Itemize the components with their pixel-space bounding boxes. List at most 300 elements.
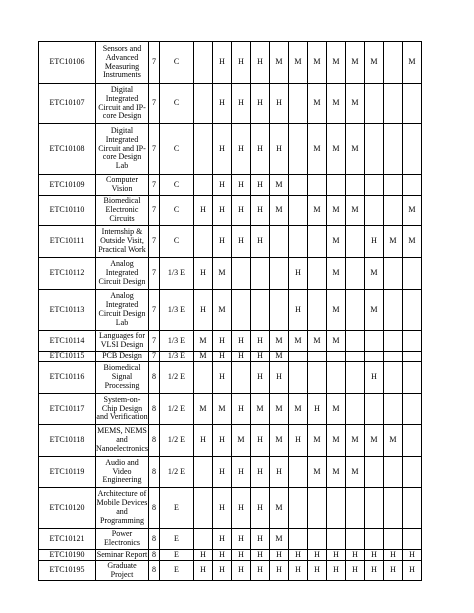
table-row (39, 84, 422, 124)
course-code-cell: ETC10114 (39, 331, 96, 352)
mapping-level-cell (345, 258, 364, 290)
semester-cell: 8 (148, 529, 159, 550)
mapping-level-cell (345, 290, 364, 331)
mapping-level-cell: M (402, 42, 421, 84)
mapping-level-cell (364, 352, 383, 362)
mapping-level-cell (345, 488, 364, 529)
mapping-level-cell: H (364, 561, 383, 581)
mapping-level-cell (288, 84, 307, 124)
mapping-level-cell (364, 457, 383, 488)
mapping-level-cell: H (364, 226, 383, 258)
mapping-level-cell: H (250, 226, 269, 258)
mapping-level-cell: M (326, 290, 345, 331)
mapping-level-cell: M (383, 425, 402, 457)
mapping-level-cell: M (269, 352, 288, 362)
mapping-level-cell (231, 362, 250, 394)
course-code-cell: ETC10190 (39, 550, 96, 561)
course-name-cell: Digital Integrated Circuit and IP-core Design Lab (96, 124, 149, 175)
mapping-level-cell (193, 362, 212, 394)
mapping-level-cell: M (307, 457, 326, 488)
mapping-level-cell (383, 394, 402, 425)
mapping-level-cell: H (231, 84, 250, 124)
mapping-level-cell (193, 84, 212, 124)
mapping-level-cell: M (326, 124, 345, 175)
mapping-level-cell: H (250, 196, 269, 226)
mapping-level-cell (307, 175, 326, 196)
semester-cell: 8 (148, 425, 159, 457)
mapping-level-cell (402, 84, 421, 124)
mapping-level-cell: H (307, 561, 326, 581)
course-outcome-matrix (38, 41, 422, 581)
mapping-level-cell (326, 175, 345, 196)
mapping-level-cell (345, 226, 364, 258)
mapping-level-cell: M (269, 394, 288, 425)
course-name-cell: Biomedical Signal Processing (96, 362, 149, 394)
table-row (39, 529, 422, 550)
mapping-level-cell (193, 529, 212, 550)
mapping-level-cell: H (231, 550, 250, 561)
mapping-level-cell: H (212, 550, 231, 561)
table-row (39, 290, 422, 331)
course-code-cell: ETC10195 (39, 561, 96, 581)
semester-cell: 8 (148, 550, 159, 561)
mapping-level-cell (383, 457, 402, 488)
mapping-level-cell: H (269, 561, 288, 581)
mapping-level-cell (402, 258, 421, 290)
mapping-level-cell: M (269, 175, 288, 196)
semester-cell: 8 (148, 394, 159, 425)
mapping-level-cell: M (383, 226, 402, 258)
table-row (39, 124, 422, 175)
mapping-level-cell: M (193, 352, 212, 362)
mapping-level-cell: H (231, 529, 250, 550)
mapping-level-cell: H (288, 258, 307, 290)
mapping-level-cell (193, 488, 212, 529)
course-code-cell: ETC10110 (39, 196, 96, 226)
mapping-level-cell: H (250, 175, 269, 196)
mapping-level-cell: M (326, 258, 345, 290)
mapping-level-cell: H (288, 550, 307, 561)
course-type-cell: C (159, 226, 193, 258)
mapping-level-cell (193, 42, 212, 84)
mapping-level-cell (250, 258, 269, 290)
mapping-level-cell: M (269, 488, 288, 529)
table-row (39, 457, 422, 488)
course-code-cell: ETC10107 (39, 84, 96, 124)
table-row (39, 352, 422, 362)
course-code-cell: ETC10111 (39, 226, 96, 258)
course-type-cell: 1/3 E (159, 352, 193, 362)
semester-cell: 7 (148, 175, 159, 196)
mapping-level-cell: M (269, 331, 288, 352)
table-row (39, 226, 422, 258)
course-code-cell: ETC10119 (39, 457, 96, 488)
mapping-level-cell: H (212, 175, 231, 196)
mapping-level-cell (307, 290, 326, 331)
mapping-level-cell (288, 352, 307, 362)
course-type-cell: E (159, 561, 193, 581)
mapping-level-cell: H (212, 457, 231, 488)
mapping-level-cell (402, 124, 421, 175)
table-row (39, 331, 422, 352)
mapping-level-cell: H (288, 425, 307, 457)
mapping-level-cell (193, 457, 212, 488)
mapping-level-cell (193, 226, 212, 258)
mapping-level-cell: M (364, 425, 383, 457)
semester-cell: 8 (148, 362, 159, 394)
mapping-level-cell (402, 488, 421, 529)
mapping-level-cell (402, 352, 421, 362)
semester-cell: 7 (148, 84, 159, 124)
mapping-level-cell (364, 331, 383, 352)
mapping-level-cell: H (212, 42, 231, 84)
course-type-cell: C (159, 42, 193, 84)
course-name-cell: System-on-Chip Design and Verification (96, 394, 149, 425)
matrix-body (39, 42, 422, 581)
course-code-cell: ETC10117 (39, 394, 96, 425)
course-type-cell: 1/3 E (159, 258, 193, 290)
mapping-level-cell: H (212, 529, 231, 550)
mapping-level-cell: M (326, 394, 345, 425)
mapping-level-cell (383, 175, 402, 196)
semester-cell: 8 (148, 561, 159, 581)
mapping-level-cell: M (345, 196, 364, 226)
mapping-level-cell: M (212, 394, 231, 425)
mapping-level-cell (307, 258, 326, 290)
mapping-level-cell (383, 352, 402, 362)
course-type-cell: 1/2 E (159, 394, 193, 425)
course-name-cell: Internship & Outside Visit, Practical Work (96, 226, 149, 258)
mapping-level-cell: H (383, 550, 402, 561)
mapping-level-cell: H (364, 550, 383, 561)
mapping-level-cell (193, 175, 212, 196)
mapping-level-cell (345, 362, 364, 394)
mapping-level-cell: M (364, 258, 383, 290)
mapping-level-cell (269, 258, 288, 290)
mapping-level-cell (383, 529, 402, 550)
mapping-level-cell: M (402, 226, 421, 258)
mapping-level-cell (326, 362, 345, 394)
mapping-level-cell (383, 258, 402, 290)
mapping-level-cell (383, 196, 402, 226)
course-name-cell: Power Electronics (96, 529, 149, 550)
mapping-level-cell (402, 362, 421, 394)
mapping-level-cell (307, 488, 326, 529)
mapping-level-cell: H (307, 394, 326, 425)
mapping-level-cell (402, 290, 421, 331)
mapping-level-cell: H (231, 226, 250, 258)
course-name-cell: Computer Vision (96, 175, 149, 196)
mapping-level-cell: H (212, 196, 231, 226)
course-name-cell: Sensors and Advanced Measuring Instruments (96, 42, 149, 84)
mapping-level-cell: H (193, 258, 212, 290)
mapping-level-cell (383, 290, 402, 331)
course-type-cell: C (159, 84, 193, 124)
mapping-level-cell (288, 488, 307, 529)
mapping-level-cell (307, 362, 326, 394)
course-name-cell: Biomedical Electronic Circuits (96, 196, 149, 226)
course-type-cell: 1/3 E (159, 331, 193, 352)
table-row (39, 175, 422, 196)
mapping-level-cell: M (326, 226, 345, 258)
mapping-level-cell: H (250, 488, 269, 529)
mapping-level-cell: H (193, 290, 212, 331)
mapping-level-cell (364, 124, 383, 175)
course-type-cell: C (159, 124, 193, 175)
mapping-level-cell: M (193, 394, 212, 425)
mapping-level-cell (383, 488, 402, 529)
mapping-level-cell: M (307, 331, 326, 352)
mapping-level-cell: M (269, 529, 288, 550)
mapping-level-cell (269, 226, 288, 258)
mapping-level-cell: H (269, 124, 288, 175)
mapping-level-cell (193, 124, 212, 175)
mapping-level-cell: H (250, 561, 269, 581)
mapping-level-cell (402, 331, 421, 352)
course-type-cell: E (159, 529, 193, 550)
mapping-level-cell (364, 488, 383, 529)
semester-cell: 7 (148, 42, 159, 84)
table-row (39, 425, 422, 457)
course-type-cell: E (159, 550, 193, 561)
course-code-cell: ETC10116 (39, 362, 96, 394)
mapping-level-cell (364, 394, 383, 425)
mapping-level-cell (288, 226, 307, 258)
mapping-level-cell: H (250, 331, 269, 352)
course-code-cell: ETC10121 (39, 529, 96, 550)
mapping-level-cell (345, 529, 364, 550)
mapping-level-cell: M (345, 425, 364, 457)
mapping-level-cell: H (250, 529, 269, 550)
mapping-level-cell: H (193, 550, 212, 561)
mapping-level-cell (345, 175, 364, 196)
mapping-level-cell: H (231, 394, 250, 425)
mapping-level-cell: M (345, 42, 364, 84)
course-name-cell: Graduate Project (96, 561, 149, 581)
mapping-level-cell: H (250, 84, 269, 124)
mapping-level-cell: M (326, 84, 345, 124)
mapping-level-cell: H (212, 226, 231, 258)
mapping-level-cell (402, 394, 421, 425)
mapping-level-cell (269, 290, 288, 331)
mapping-level-cell: H (231, 457, 250, 488)
course-code-cell: ETC10109 (39, 175, 96, 196)
mapping-level-cell: M (269, 42, 288, 84)
mapping-level-cell (307, 529, 326, 550)
mapping-level-cell: M (326, 457, 345, 488)
course-name-cell: Digital Integrated Circuit and IP-core Design (96, 84, 149, 124)
mapping-level-cell: H (269, 550, 288, 561)
mapping-level-cell: H (345, 550, 364, 561)
mapping-level-cell (288, 362, 307, 394)
course-code-cell: ETC10118 (39, 425, 96, 457)
mapping-level-cell: H (402, 550, 421, 561)
mapping-level-cell (364, 175, 383, 196)
mapping-level-cell: M (326, 425, 345, 457)
mapping-level-cell: H (345, 561, 364, 581)
course-code-cell: ETC10106 (39, 42, 96, 84)
mapping-level-cell: M (307, 124, 326, 175)
mapping-level-cell (307, 352, 326, 362)
mapping-level-cell: M (307, 84, 326, 124)
mapping-level-cell: H (231, 561, 250, 581)
mapping-level-cell: M (307, 196, 326, 226)
mapping-level-cell (288, 175, 307, 196)
mapping-level-cell (288, 124, 307, 175)
table-row (39, 550, 422, 561)
mapping-level-cell: H (231, 331, 250, 352)
course-type-cell: C (159, 196, 193, 226)
mapping-level-cell (383, 84, 402, 124)
mapping-level-cell: M (364, 42, 383, 84)
mapping-level-cell: H (231, 196, 250, 226)
mapping-level-cell: H (250, 124, 269, 175)
mapping-level-cell: M (193, 331, 212, 352)
course-name-cell: Analog Integrated Circuit Design Lab (96, 290, 149, 331)
course-type-cell: E (159, 488, 193, 529)
mapping-level-cell: M (269, 425, 288, 457)
table-row (39, 394, 422, 425)
mapping-level-cell: H (193, 561, 212, 581)
mapping-level-cell (402, 425, 421, 457)
mapping-level-cell (364, 84, 383, 124)
mapping-level-cell: H (231, 124, 250, 175)
mapping-level-cell: H (326, 550, 345, 561)
mapping-level-cell: M (288, 331, 307, 352)
mapping-level-cell (288, 457, 307, 488)
mapping-level-cell (326, 529, 345, 550)
mapping-level-cell: H (212, 331, 231, 352)
mapping-level-cell: H (231, 175, 250, 196)
mapping-level-cell: H (212, 488, 231, 529)
semester-cell: 7 (148, 331, 159, 352)
mapping-level-cell: H (212, 425, 231, 457)
mapping-level-cell: H (250, 352, 269, 362)
semester-cell: 7 (148, 290, 159, 331)
mapping-level-cell: H (193, 196, 212, 226)
mapping-level-cell: H (212, 352, 231, 362)
course-name-cell: Languages for VLSI Design (96, 331, 149, 352)
course-type-cell: 1/3 E (159, 290, 193, 331)
mapping-level-cell: H (250, 457, 269, 488)
mapping-level-cell (364, 529, 383, 550)
mapping-level-cell (402, 457, 421, 488)
table-row (39, 258, 422, 290)
table-row (39, 561, 422, 581)
mapping-level-cell (288, 196, 307, 226)
course-type-cell: 1/2 E (159, 457, 193, 488)
mapping-level-cell: M (231, 425, 250, 457)
course-code-cell: ETC10120 (39, 488, 96, 529)
course-name-cell: Seminar Report (96, 549, 148, 559)
mapping-level-cell: H (288, 290, 307, 331)
mapping-level-cell (364, 196, 383, 226)
mapping-level-cell: H (212, 124, 231, 175)
semester-cell: 7 (148, 226, 159, 258)
course-type-cell: 1/2 E (159, 362, 193, 394)
mapping-level-cell: H (288, 561, 307, 581)
mapping-level-cell: H (212, 561, 231, 581)
table-row (39, 42, 422, 84)
mapping-level-cell: H (193, 425, 212, 457)
mapping-level-cell (326, 352, 345, 362)
mapping-level-cell: M (307, 425, 326, 457)
mapping-level-cell: H (269, 362, 288, 394)
semester-cell: 7 (148, 258, 159, 290)
mapping-level-cell: M (402, 196, 421, 226)
mapping-level-cell (288, 529, 307, 550)
mapping-level-cell: M (326, 42, 345, 84)
course-name-cell: Audio and Video Engineering (96, 457, 149, 488)
mapping-level-cell: H (269, 84, 288, 124)
mapping-level-cell (383, 42, 402, 84)
course-type-cell: C (159, 175, 193, 196)
semester-cell: 7 (148, 352, 159, 362)
course-type-cell: 1/2 E (159, 425, 193, 457)
mapping-level-cell: H (250, 425, 269, 457)
mapping-level-cell (231, 290, 250, 331)
mapping-level-cell (402, 175, 421, 196)
mapping-level-cell (250, 290, 269, 331)
mapping-level-cell: H (364, 362, 383, 394)
mapping-level-cell: H (231, 42, 250, 84)
mapping-level-cell: H (307, 550, 326, 561)
course-code-cell: ETC10112 (39, 258, 96, 290)
semester-cell: 8 (148, 457, 159, 488)
mapping-level-cell: M (345, 84, 364, 124)
mapping-level-cell: H (250, 362, 269, 394)
semester-cell: 7 (148, 196, 159, 226)
mapping-level-cell (345, 331, 364, 352)
mapping-level-cell: M (288, 42, 307, 84)
mapping-level-cell: H (231, 488, 250, 529)
mapping-level-cell: M (364, 290, 383, 331)
mapping-level-cell: M (345, 457, 364, 488)
mapping-level-cell (383, 124, 402, 175)
mapping-level-cell: M (326, 331, 345, 352)
course-name-cell: PCB Design (96, 352, 149, 362)
semester-cell: 7 (148, 124, 159, 175)
mapping-level-cell: M (288, 394, 307, 425)
semester-cell: 8 (148, 488, 159, 529)
table-row (39, 362, 422, 394)
mapping-level-cell: H (250, 550, 269, 561)
mapping-level-cell: M (250, 394, 269, 425)
mapping-level-cell (307, 226, 326, 258)
mapping-level-cell (345, 394, 364, 425)
course-code-cell: ETC10115 (39, 352, 96, 362)
course-code-cell: ETC10108 (39, 124, 96, 175)
table-row (39, 488, 422, 529)
mapping-level-cell (383, 362, 402, 394)
mapping-level-cell: H (326, 561, 345, 581)
mapping-level-cell (383, 331, 402, 352)
mapping-level-cell (326, 488, 345, 529)
mapping-level-cell (231, 258, 250, 290)
mapping-level-cell: H (231, 352, 250, 362)
course-name-cell: Analog Integrated Circuit Design (96, 258, 149, 290)
mapping-level-cell (402, 529, 421, 550)
mapping-level-cell: M (212, 290, 231, 331)
mapping-level-cell: H (250, 42, 269, 84)
mapping-level-cell: M (307, 42, 326, 84)
mapping-level-cell: M (212, 258, 231, 290)
mapping-level-cell: H (383, 561, 402, 581)
mapping-level-cell: H (402, 561, 421, 581)
course-name-cell: Architecture of Mobile Devices and Programming (96, 488, 149, 529)
mapping-level-cell: M (326, 196, 345, 226)
mapping-level-cell: H (212, 84, 231, 124)
